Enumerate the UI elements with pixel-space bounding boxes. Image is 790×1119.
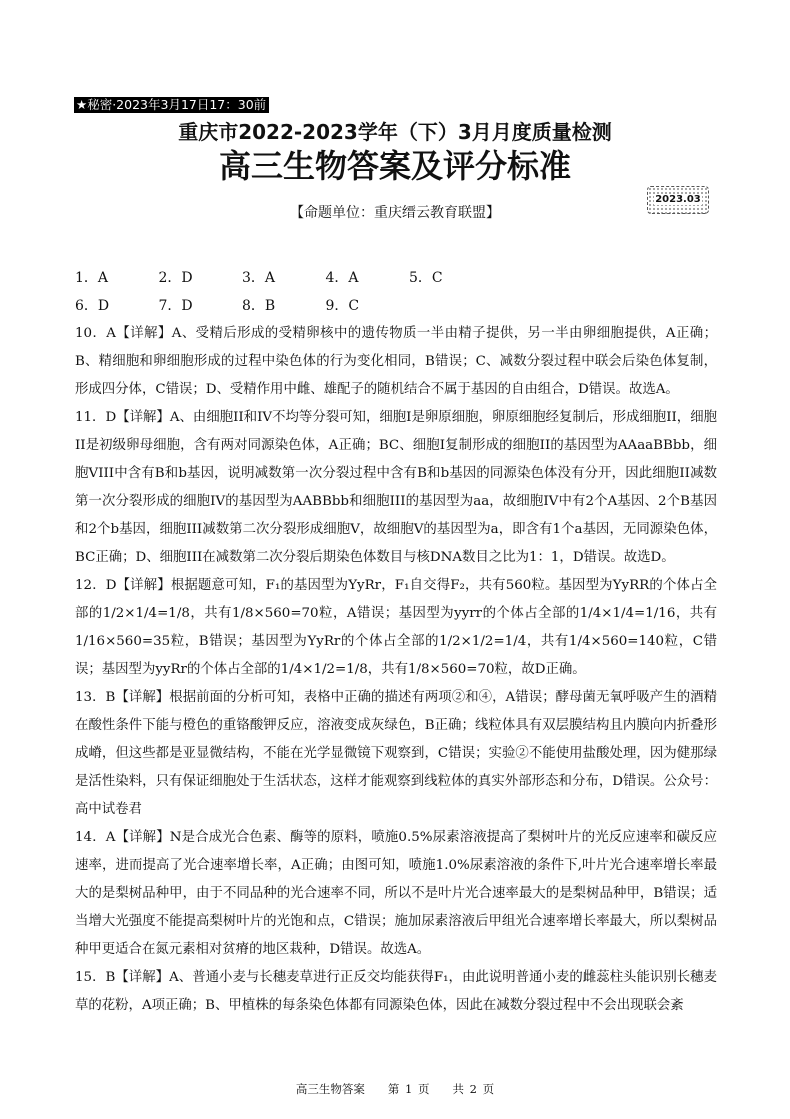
issuing-unit: 【命题单位：重庆缙云教育联盟】: [290, 205, 500, 221]
explanation-paragraph: 12．D【详解】根据题意可知，F₁的基因型为YyRr，F₁自交得F₂，共有560粒。基因型为YyRR的个体占全部的1/2×1/4=1/8，共有1/8×560=70粒，A错误；基因型为yyrr的个体占全部的1/4×1/4=1/16，共有1/16×560=35粒，B错误；基因型为YyRr的个体占全部的1/2×1/2=1/4，共有1/4×560=140粒，C错误；基因型为yyRr的个体占全部的1/4×1/2=1/8，共有1/8×560=70粒，故D正确。: [75, 578, 717, 677]
answer-item: 8．B: [242, 298, 276, 314]
explanation-paragraph: 10．A【详解】A、受精后形成的受精卵核中的遗传物质一半由精子提供，另一半由卵细胞提供，A正确；B、精细胞和卵细胞形成的过程中染色体的行为变化相同，B错误；C、减数分裂过程中联会后染色体复制，形成四分体，C错误；D、受精作用中雌、雄配子的随机结合不属于基因的自由组合，D错误。故选A。: [75, 326, 717, 397]
confidential-label: ★秘密·2023年3月17日17：30前: [74, 97, 269, 113]
answer-item: 7．D: [158, 298, 193, 314]
answer-item: 5．C: [409, 270, 443, 286]
answer-item: 4．A: [325, 270, 359, 286]
answer-item: 3．A: [242, 270, 276, 286]
page-footer: 高三生物答案 第 1 页 共 2 页: [295, 1082, 495, 1096]
answer-item: 6．D: [75, 298, 110, 314]
answer-key: [75, 268, 493, 324]
explanations: [75, 320, 717, 1020]
answer-item: 9．C: [325, 298, 360, 314]
explanation-paragraph: 14．A【详解】N是合成光合色素、酶等的原料，喷施0.5%尿素溶液提高了梨树叶片的光反应速率和碳反应速率，进而提高了光合速率增长率，A正确；由图可知，喷施1.0%尿素溶液的条件下,叶片光合速率增长率最大的是梨树品种甲，由于不同品种的光合速率不同，所以不是叶片光合速率最大的是梨树品种甲，B错误；适当增大光强度不能提高梨树叶片的光饱和点，C错误；施加尿素溶液后甲组光合速率增长率最大，所以梨树品种甲更适合在氮元素相对贫瘠的地区栽种，D错误。故选A。: [75, 830, 717, 957]
answer-row-1: [75, 268, 493, 296]
answer-item: 1．A: [75, 270, 109, 286]
explanation-paragraph: 11．D【详解】A、由细胞II和IV不均等分裂可知，细胞I是卵原细胞，卵原细胞经复制后，形成细胞II，细胞II是初级卵母细胞，含有两对同源染色体，A正确；BC、细胞I复制形成的细胞II的基因型为AAaaBBbb，细胞VIII中含有B和b基因，说明减数第一次分裂过程中含有B和b基因的同源染色体没有分开，因此细胞II减数第一次分裂形成的细胞IV的基因型为AABBbb和细胞III的基因型为aa，故细胞IV中有2个A基因、2个B基因和2个b基因，细胞III减数第二次分裂形成细胞V，故细胞V的基因型为a，即含有1个a基因，无同源染色体，BC正确；D、细胞III在减数第二次分裂后期染色体数目与核DNA数目之比为1：1，D错误。故选D。: [75, 410, 717, 565]
date-stamp-text: 2023.03: [655, 194, 701, 205]
explanation-paragraph: 15．B【详解】A、普通小麦与长穗麦草进行正反交均能获得F₁，由此说明普通小麦的雌蕊柱头能识别长穗麦草的花粉，A项正确；B、甲植株的每条染色体都有同源染色体，因此在减数分裂过程中不会出现联会紊: [75, 970, 717, 1013]
page-title: 高三生物答案及评分标准: [218, 147, 571, 185]
explanation-paragraph: 13．B【详解】根据前面的分析可知，表格中正确的描述有两项②和④，A错误；酵母菌无氧呼吸产生的酒精在酸性条件下能与橙色的重铬酸钾反应，溶液变成灰绿色，B正确；线粒体具有双层膜结构且内膜向内折叠形成嵴，但这些都是亚显微结构，不能在光学显微镜下观察到，C错误；实验②不能使用盐酸处理，因为健那绿是活性染料，只有保证细胞处于生活状态，这样才能观察到线粒体的真实外部形态和分布，D错误。公众号：高中试卷君: [75, 690, 717, 817]
answer-item: 2．D: [158, 270, 193, 286]
exam-title: 重庆市2022-2023学年（下）3月月度质量检测: [178, 120, 612, 144]
